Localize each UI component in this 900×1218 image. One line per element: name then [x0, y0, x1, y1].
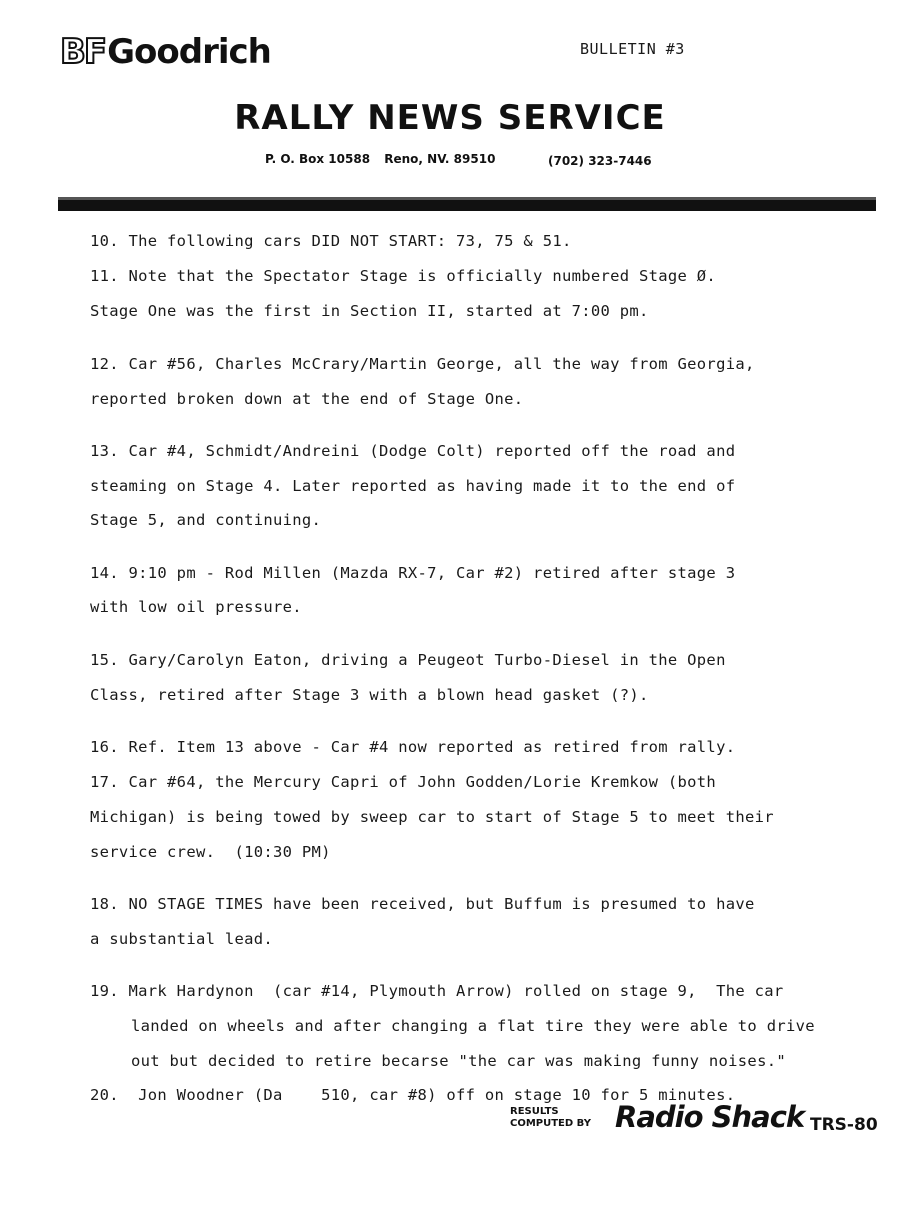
address-box: P. O. Box 10588: [265, 152, 371, 166]
computed-by-line: COMPUTED BY: [510, 1118, 591, 1129]
bulletin-line: 12. Car #56, Charles McCrary/Martin George, all the way from Georgia,: [90, 355, 755, 373]
bfgoodrich-logo: [60, 32, 271, 72]
bulletin-line: steaming on Stage 4. Later reported as having made it to the end of: [90, 477, 736, 495]
logo-prefix: BF: [60, 32, 106, 72]
header-divider: [58, 197, 876, 211]
bulletin-line: 14. 9:10 pm - Rod Millen (Mazda RX-7, Car #2) retired after stage 3: [90, 564, 736, 582]
logo-name: Goodrich: [107, 32, 271, 72]
bulletin-line: 10. The following cars DID NOT START: 73, 75 & 51.: [90, 232, 572, 250]
results-line: RESULTS: [510, 1106, 559, 1117]
address-city: Reno, NV. 89510: [384, 152, 496, 166]
bulletin-line: Stage One was the first in Section II, started at 7:00 pm.: [90, 302, 649, 320]
mailing-address: [265, 152, 505, 166]
radio-shack-logo: Radio Shack: [615, 1100, 805, 1134]
bulletin-line: 11. Note that the Spectator Stage is officially numbered Stage Ø.: [90, 267, 717, 285]
bulletin-line: out but decided to retire becarse "the car was making funny noises.": [131, 1052, 786, 1070]
bulletin-number: BULLETIN #3: [580, 40, 685, 58]
bulletin-line: a substantial lead.: [90, 930, 274, 948]
bulletin-line: reported broken down at the end of Stage One.: [90, 390, 524, 408]
bulletin-line: 15. Gary/Carolyn Eaton, driving a Peugeot Turbo-Diesel in the Open: [90, 651, 726, 669]
bulletin-line: service crew. (10:30 PM): [90, 843, 331, 861]
bulletin-line: 19. Mark Hardynon (car #14, Plymouth Arrow) rolled on stage 9, The car: [90, 982, 784, 1000]
bulletin-line: Stage 5, and continuing.: [90, 511, 322, 529]
bulletin-line: 16. Ref. Item 13 above - Car #4 now reported as retired from rally.: [90, 738, 736, 756]
bulletin-line: 18. NO STAGE TIMES have been received, but Buffum is presumed to have: [90, 895, 755, 913]
bulletin-line: 20. Jon Woodner (Da 510, car #8) off on stage 10 for 5 minutes.: [90, 1086, 736, 1104]
results-computed-label: [510, 1106, 591, 1130]
bulletin-line: 13. Car #4, Schmidt/Andreini (Dodge Colt) reported off the road and: [90, 442, 736, 460]
page-title: RALLY NEWS SERVICE: [234, 98, 666, 138]
computer-model: TRS-80: [810, 1115, 878, 1135]
phone-number: (702) 323-7446: [548, 154, 652, 168]
bulletin-line: with low oil pressure.: [90, 598, 302, 616]
bulletin-line: Class, retired after Stage 3 with a blown head gasket (?).: [90, 686, 649, 704]
bulletin-line: Michigan) is being towed by sweep car to start of Stage 5 to meet their: [90, 808, 774, 826]
bulletin-line: landed on wheels and after changing a flat tire they were able to drive: [131, 1017, 815, 1035]
bulletin-line: 17. Car #64, the Mercury Capri of John Godden/Lorie Kremkow (both: [90, 773, 717, 791]
